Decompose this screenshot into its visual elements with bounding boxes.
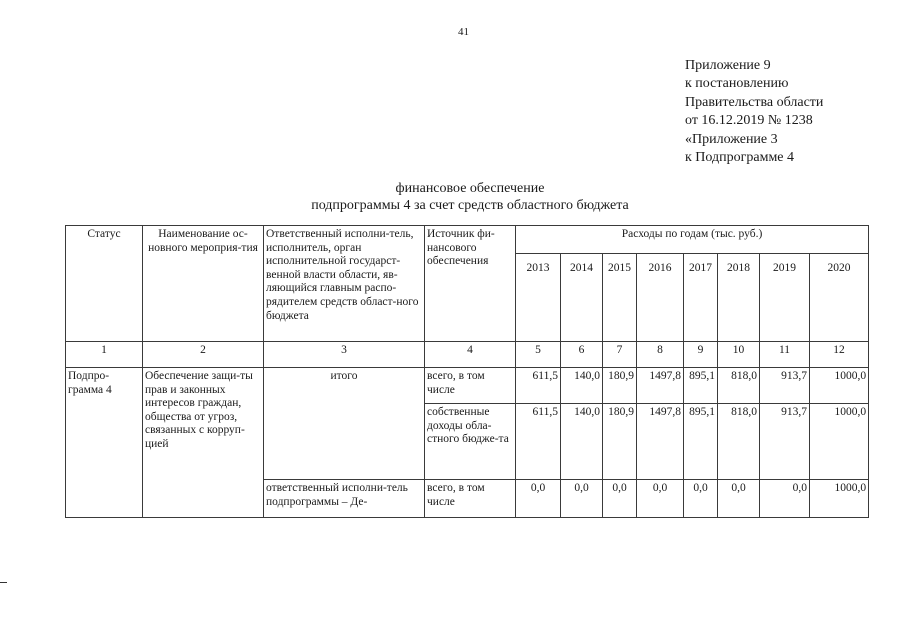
appendix-line: от 16.12.2019 № 1238 <box>685 113 813 129</box>
responsible-cell: итого <box>264 368 425 480</box>
appendix-line: «Приложение 3 <box>685 131 778 147</box>
column-number: 12 <box>810 342 869 368</box>
value-cell: 1000,0 <box>810 480 869 518</box>
source-cell: всего, в том числе <box>425 480 516 518</box>
value-cell: 1497,8 <box>637 368 684 404</box>
appendix-line: к постановлению <box>685 76 789 92</box>
value-cell: 895,1 <box>684 404 718 480</box>
header-year: 2018 <box>718 254 760 342</box>
column-number: 6 <box>561 342 603 368</box>
document-subtitle: подпрограммы 4 за счет средств областного бюджета <box>311 198 629 213</box>
column-number: 5 <box>516 342 561 368</box>
value-cell: 818,0 <box>718 368 760 404</box>
value-cell: 140,0 <box>561 368 603 404</box>
header-year: 2020 <box>810 254 869 342</box>
header-year: 2014 <box>561 254 603 342</box>
financing-table <box>65 225 869 518</box>
column-number: 1 <box>66 342 143 368</box>
value-cell: 180,9 <box>603 404 637 480</box>
column-number: 7 <box>603 342 637 368</box>
source-cell: всего, в том числе <box>425 368 516 404</box>
value-cell: 818,0 <box>718 404 760 480</box>
status-cell: Подпро-грамма 4 <box>66 368 143 518</box>
value-cell: 1000,0 <box>810 404 869 480</box>
column-number: 3 <box>264 342 425 368</box>
appendix-line: Приложение 9 <box>685 58 771 73</box>
header-year: 2013 <box>516 254 561 342</box>
column-number: 8 <box>637 342 684 368</box>
value-cell: 0,0 <box>760 480 810 518</box>
column-number: 4 <box>425 342 516 368</box>
value-cell: 913,7 <box>760 404 810 480</box>
value-cell: 180,9 <box>603 368 637 404</box>
column-number: 9 <box>684 342 718 368</box>
header-year: 2019 <box>760 254 810 342</box>
header-responsible: Ответственный исполни-тель, исполнитель, орган исполнительной государст-венной власти области, яв-ляющийся главным распо-рядителем средств област-ного бюджета <box>264 226 425 342</box>
value-cell: 0,0 <box>684 480 718 518</box>
header-year: 2016 <box>637 254 684 342</box>
value-cell: 0,0 <box>718 480 760 518</box>
header-activity-name: Наименование ос-новного мероприя-тия <box>143 226 264 342</box>
table-row <box>66 368 869 404</box>
appendix-line: к Подпрограмме 4 <box>685 150 795 166</box>
value-cell: 0,0 <box>603 480 637 518</box>
responsible-cell: ответственный исполни-тель подпрограммы – Де- <box>264 480 425 518</box>
column-number: 11 <box>760 342 810 368</box>
value-cell: 611,5 <box>516 404 561 480</box>
value-cell: 140,0 <box>561 404 603 480</box>
value-cell: 0,0 <box>561 480 603 518</box>
column-number: 2 <box>143 342 264 368</box>
header-year: 2017 <box>684 254 718 342</box>
header-year: 2015 <box>603 254 637 342</box>
document-title: финансовое обеспечение <box>395 181 545 196</box>
value-cell: 895,1 <box>684 368 718 404</box>
header-expenses: Расходы по годам (тыс. руб.) <box>516 226 869 254</box>
column-number: 10 <box>718 342 760 368</box>
value-cell: 0,0 <box>516 480 561 518</box>
value-cell: 1497,8 <box>637 404 684 480</box>
appendix-line: Правительства области <box>685 94 824 110</box>
appendix-block <box>685 57 823 167</box>
value-cell: 0,0 <box>637 480 684 518</box>
page-number: 41 <box>458 26 469 38</box>
value-cell: 611,5 <box>516 368 561 404</box>
header-funding-source: Источник фи-нансового обеспечения <box>425 226 516 342</box>
margin-mark <box>0 582 7 583</box>
header-status: Статус <box>66 226 143 342</box>
value-cell: 913,7 <box>760 368 810 404</box>
value-cell: 1000,0 <box>810 368 869 404</box>
source-cell: собственные доходы обла-стного бюдже-та <box>425 404 516 480</box>
activity-cell: Обеспечение защи-ты прав и законных интересов граждан, общества от угроз, связанных с корруп-цией <box>143 368 264 518</box>
